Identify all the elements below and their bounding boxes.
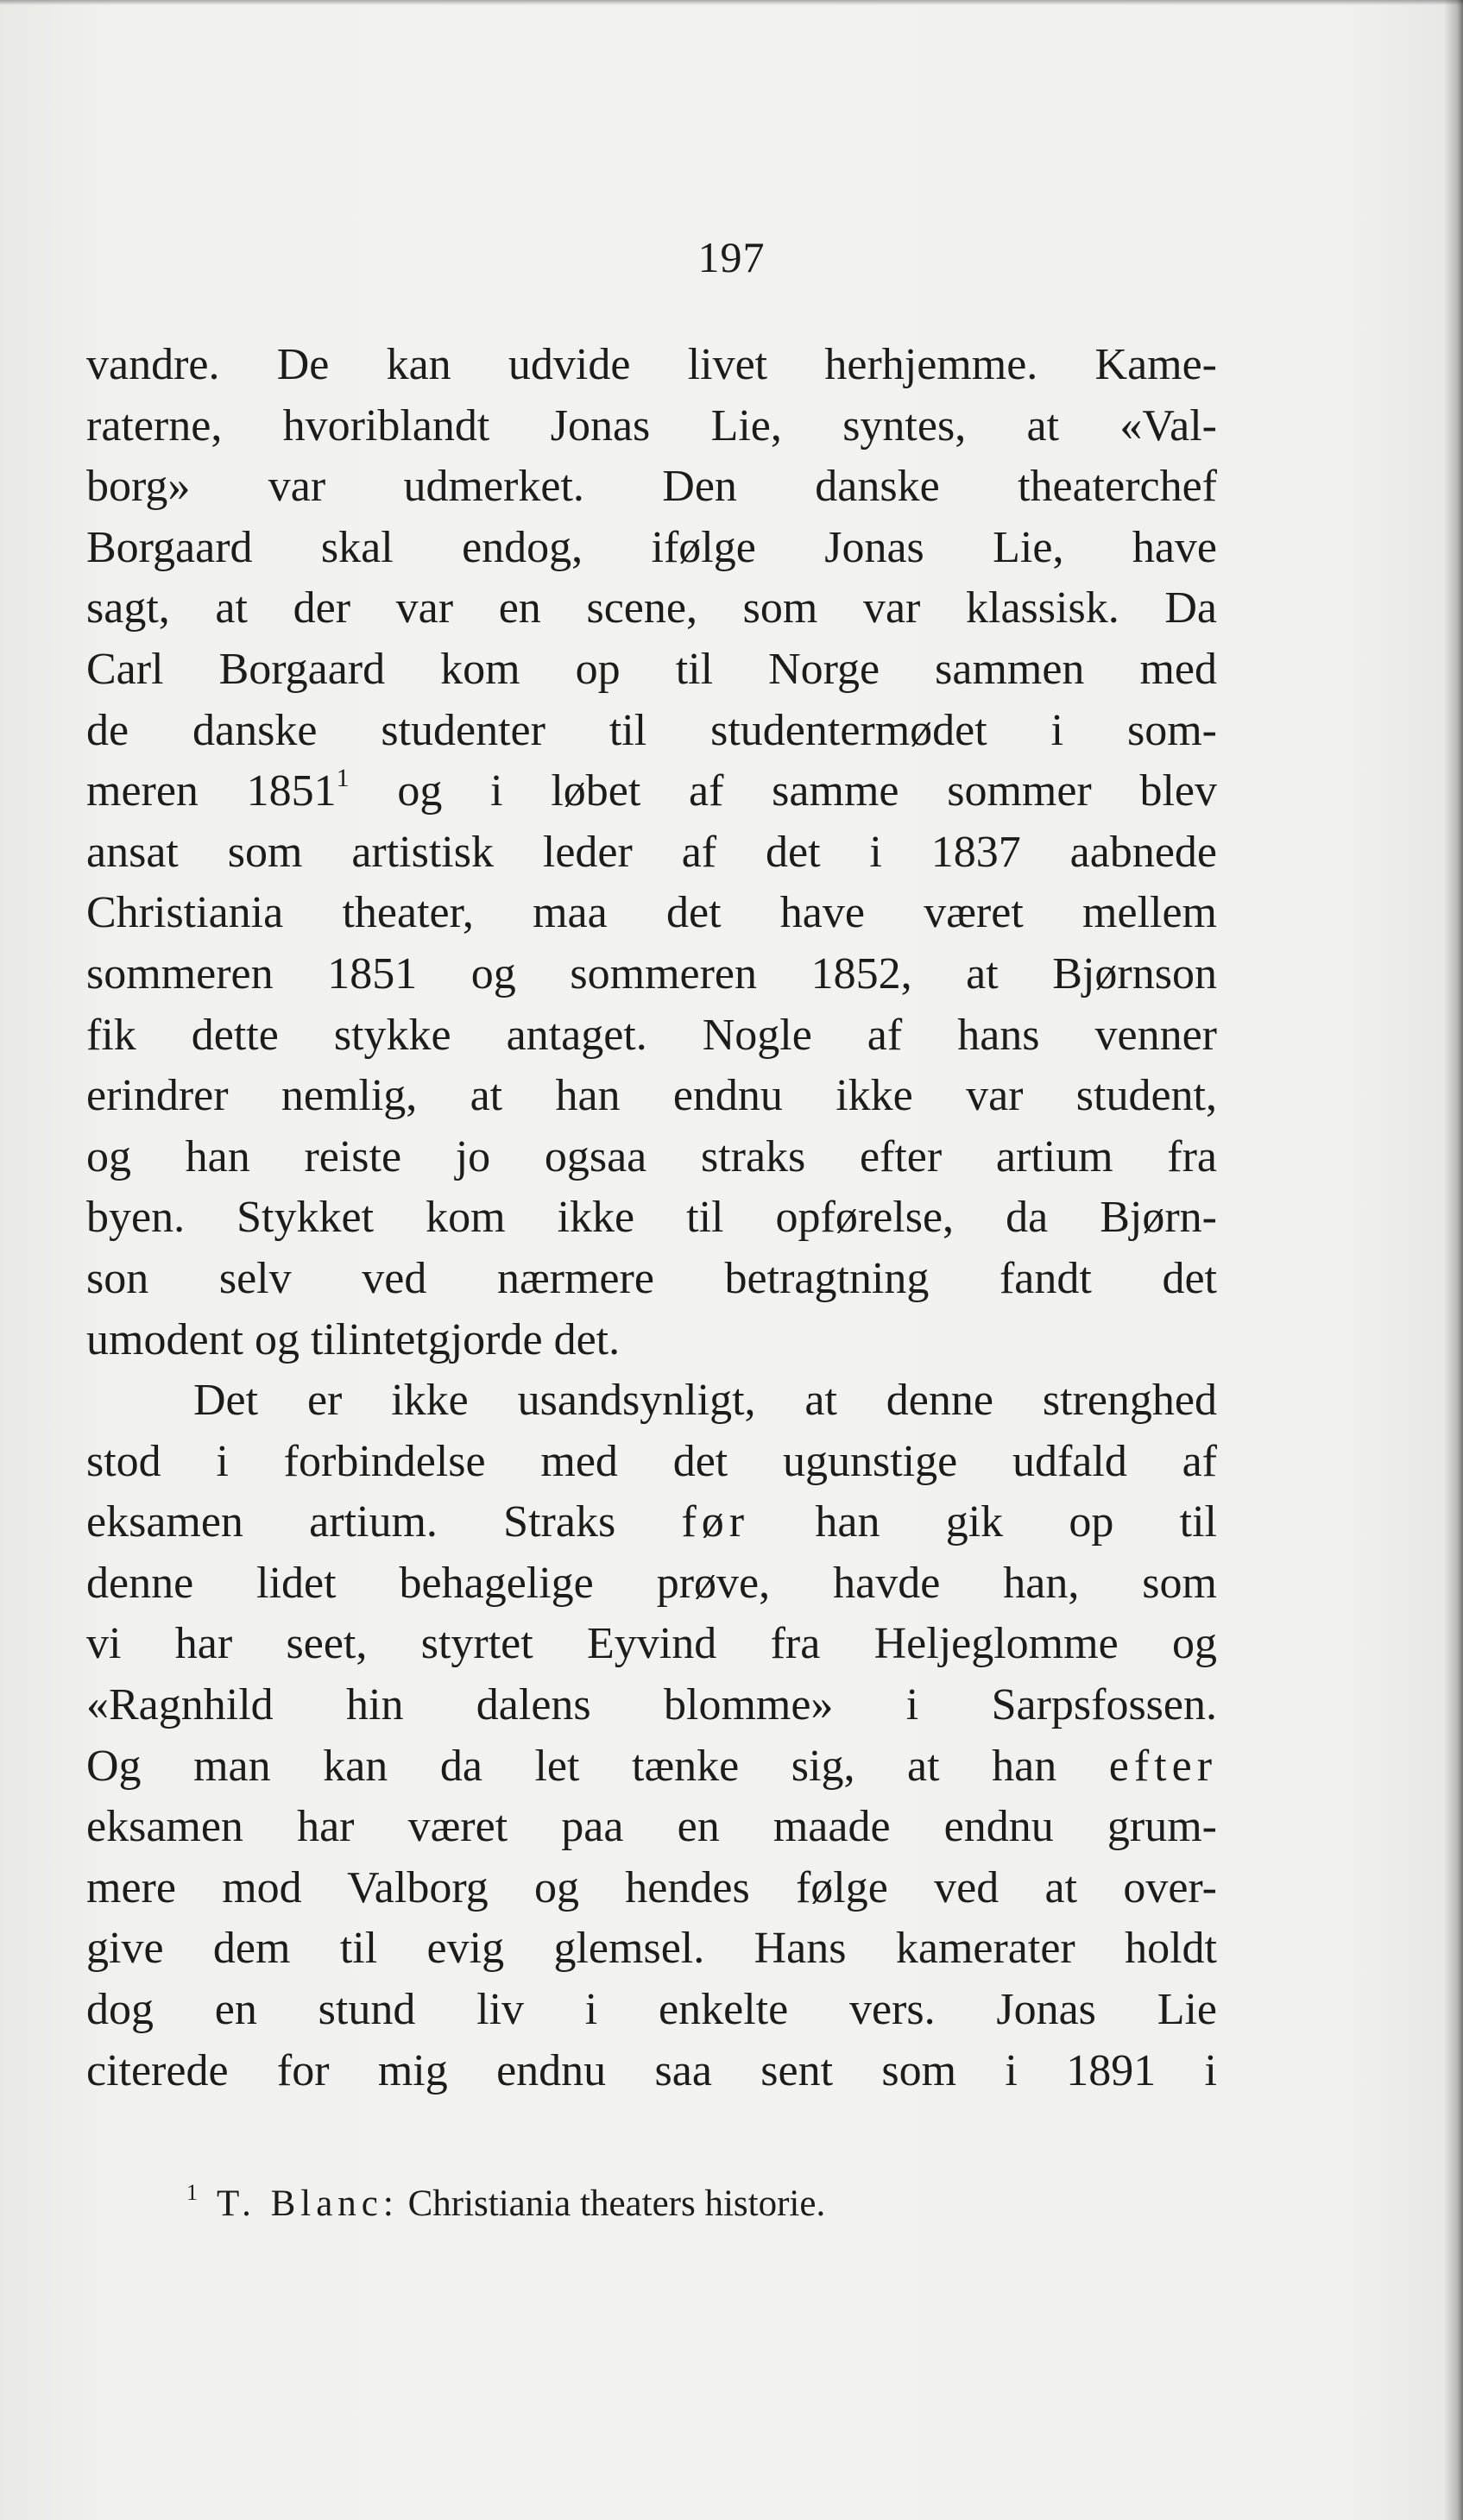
text-line-with-spaced-word (86, 1492, 1217, 1553)
text-line: denne lidet behagelige prøve, havde han, som (86, 1558, 1217, 1608)
text-line: Borgaard skal endog, ifølge Jonas Lie, have (86, 522, 1217, 572)
page-number: 197 (697, 233, 766, 281)
text-line: «Ragnhild hin dalens blomme» i Sarpsfossen. (86, 1680, 1217, 1730)
footnote (186, 2182, 1222, 2227)
text-line: eksamen har været paa en maade endnu grum- (86, 1802, 1217, 1852)
text-line: sommeren 1851 og sommeren 1852, at Bjørnson (86, 948, 1217, 999)
paragraph-first-line: Det er ikke usandsynligt, at denne strenghed (193, 1376, 1217, 1426)
text-line-with-spaced-word (86, 1736, 1217, 1798)
footnote-title: Christiania theaters historie. (407, 2183, 826, 2224)
emphasized-word: før (681, 1497, 750, 1547)
text-line: dog en stund liv i enkelte vers. Jonas Lie (86, 1985, 1217, 2035)
text-segment: han gik op til (815, 1497, 1217, 1547)
body-text (86, 335, 1217, 2101)
text-line: sagt, at der var en scene, som var klassisk. Da (86, 583, 1217, 633)
emphasized-word: efter (1108, 1741, 1217, 1791)
paragraph-last-line: umodent og tilintetgjorde det. (86, 1314, 621, 1364)
text-line: son selv ved nærmere betragtning fandt det (86, 1253, 1217, 1303)
text-line: byen. Stykket kom ikke til opførelse, da Bjørn- (86, 1193, 1217, 1243)
footnote-author: T. Blanc: (217, 2183, 399, 2224)
text-line: Carl Borgaard kom op til Norge sammen med (86, 644, 1217, 694)
text-line: citerede for mig endnu saa sent som i 1891 i (86, 2045, 1217, 2095)
text-line: ansat som artistisk leder af det i 1837 aabnede (86, 827, 1217, 877)
text-segment: Og man kan da let tænke sig, at han (86, 1741, 1057, 1791)
text-line: borg» var udmerket. Den danske theaterchef (86, 462, 1217, 512)
text-line-with-footnote-ref (86, 761, 1217, 822)
footnote-marker: 1 (186, 2180, 198, 2205)
text-line: give dem til evig glemsel. Hans kamerater holdt (86, 1924, 1217, 1974)
footnote-reference: 1 (336, 764, 350, 793)
text-line: stod i forbindelse med det ugunstige udfald af (86, 1436, 1217, 1486)
text-line: de danske studenter til studentermødet i som- (86, 705, 1217, 755)
page-top-edge (0, 0, 1463, 5)
text-segment: og i løbet af samme sommer blev (397, 766, 1217, 816)
text-line: erindrer nemlig, at han endnu ikke var student, (86, 1071, 1217, 1121)
text-line: raterne, hvoriblandt Jonas Lie, syntes, at «Val- (86, 400, 1217, 450)
text-line: fik dette stykke antaget. Nogle af hans venner (86, 1010, 1217, 1060)
text-line: og han reiste jo ogsaa straks efter artium fra (86, 1131, 1217, 1181)
text-line: vi har seet, styrtet Eyvind fra Heljeglomme og (86, 1619, 1217, 1669)
text-line: vandre. De kan udvide livet herhjemme. Kame- (86, 340, 1217, 389)
text-line: mere mod Valborg og hendes følge ved at over- (86, 1862, 1217, 1912)
text-line: Christiania theater, maa det have været mellem (86, 888, 1217, 938)
text-segment: eksamen artium. Straks (86, 1497, 616, 1547)
page-right-edge (1444, 0, 1463, 2520)
text-segment: meren 1851 (86, 766, 337, 816)
